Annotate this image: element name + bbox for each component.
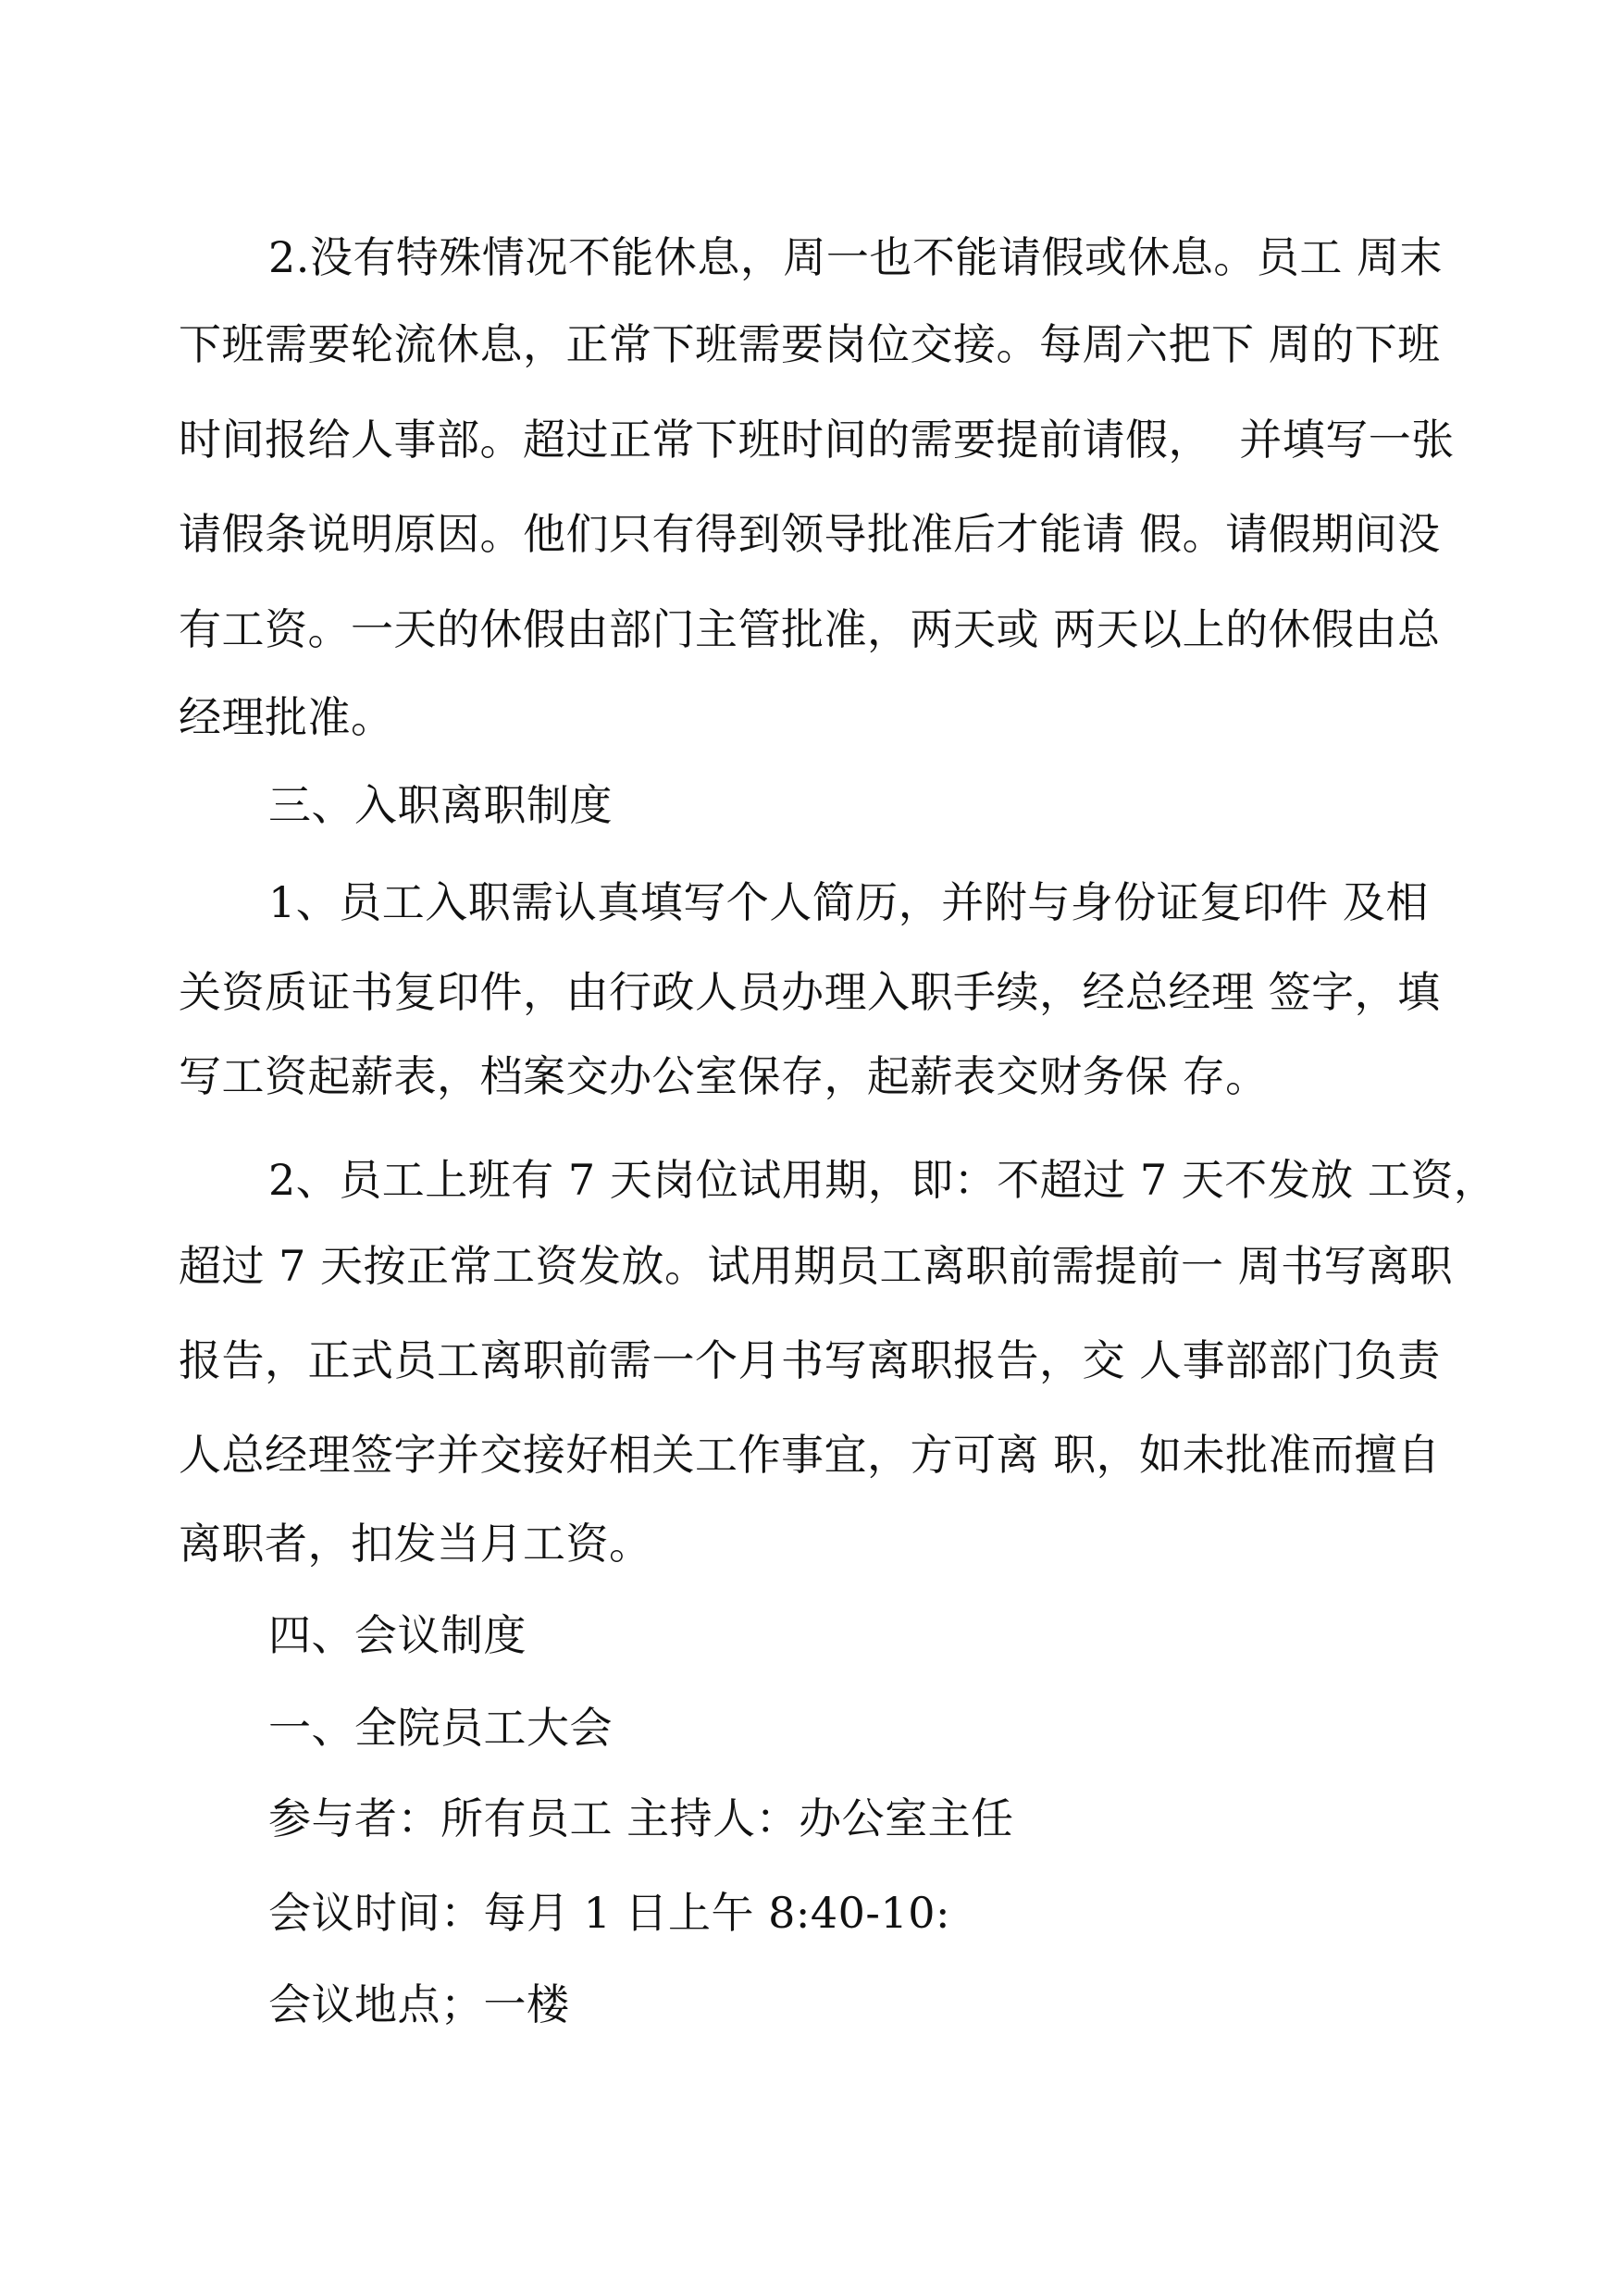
section-heading: 三、入职离职制度 xyxy=(268,780,613,830)
paragraph-line: 下班需要轮流休息，正常下班需要岗位交接。每周六把下 周的下班 xyxy=(179,319,1441,369)
paragraph-line: 关资质证书复印件，由行政人员办理入职手续，经总经理 签字，填 xyxy=(179,967,1441,1017)
paragraph-line: 1、员工入职需认真填写个人简历，并附与身份证复印件 及相 xyxy=(268,877,1429,927)
paragraph-line: 有工资。一天的休假由部门主管批准，两天或 两天以上的休假由总 xyxy=(179,604,1441,654)
paragraph-line: 报告，正式员工离职前需一个月书写离职报告，交 人事部部门负责 xyxy=(179,1335,1441,1385)
paragraph-line: 请假条说明原因。他们只有得到领导批准后才能请 假。请假期间没 xyxy=(179,509,1441,559)
paragraph-line: 超过 7 天按正常工资发放。试用期员工离职前需提前一 周书写离职 xyxy=(179,1241,1454,1291)
meeting-participants: 参与者：所有员工 主持人：办公室主任 xyxy=(268,1793,1014,1843)
paragraph-line: 人总经理签字并交接好相关工作事宜，方可离 职，如未批准而擅自 xyxy=(179,1430,1441,1480)
sub-heading: 一、全院员工大会 xyxy=(268,1703,613,1753)
paragraph-line: 2.没有特殊情况不能休息，周一也不能请假或休息。员工 周末 xyxy=(268,232,1444,282)
meeting-time: 会议时间：每月 1 日上午 8:40-10: xyxy=(268,1888,951,1938)
meeting-location: 会议地点；一楼 xyxy=(268,1979,570,2029)
section-heading: 四、会议制度 xyxy=(268,1610,527,1660)
paragraph-line: 经理批准。 xyxy=(179,692,394,742)
paragraph-line: 写工资起薪表，档案交办公室保存，起薪表交财务保 存。 xyxy=(179,1051,1269,1101)
paragraph-line: 离职者，扣发当月工资。 xyxy=(179,1519,652,1569)
paragraph-line: 时间报给人事部。超过正常下班时间的需要提前请假， 并填写一张 xyxy=(179,415,1455,465)
paragraph-line: 2、员工上班有 7 天岗位试用期，即：不超过 7 天不发放 工资， xyxy=(268,1155,1497,1205)
